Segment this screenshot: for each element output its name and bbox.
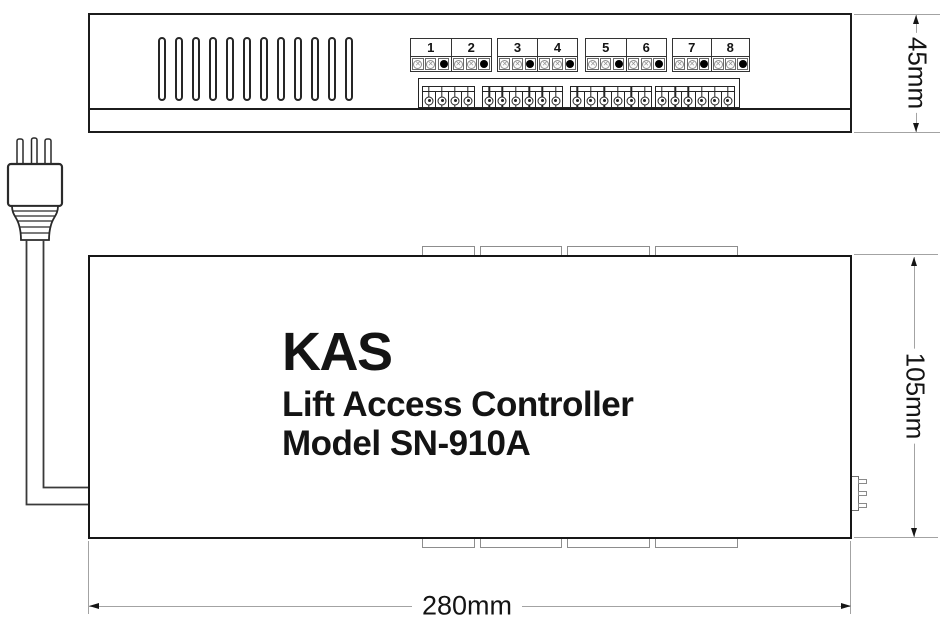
connector-pin-slot [536, 92, 549, 107]
connector-pin-slot [523, 92, 536, 107]
pin-screw-head [671, 96, 680, 105]
terminal-symbol-box [674, 58, 685, 70]
edge-tab [655, 538, 738, 548]
connector-pin-slot [612, 92, 626, 107]
edge-tab [567, 538, 650, 548]
screw-terminal-icon: ✕ [427, 60, 434, 68]
top-view-panel [88, 13, 852, 133]
connector-pin-slot [462, 92, 474, 107]
terminal-channel-number: 5 [586, 39, 626, 57]
connector-pin-slot [423, 92, 436, 107]
terminal-symbol-box [525, 58, 536, 70]
screw-terminal-icon: ✕ [676, 60, 683, 68]
led-indicator-icon [566, 60, 574, 68]
connector-pin-slot [510, 92, 523, 107]
side-connector [851, 476, 869, 512]
pin-screw-head [551, 96, 560, 105]
terminal-symbol-box [628, 58, 639, 70]
screw-terminal-icon: ✕ [501, 60, 508, 68]
pin-screw-head [485, 96, 494, 105]
vent-slot [192, 37, 200, 101]
arrow-left-icon [89, 603, 99, 609]
screw-terminal-icon: ✕ [554, 60, 561, 68]
connector-pin-row [571, 92, 651, 107]
terminal-symbol-box [412, 58, 423, 70]
terminal-symbol-box [613, 58, 624, 70]
arrow-up-icon [913, 15, 919, 24]
terminal-label-group [585, 38, 667, 72]
pin-screw-head [640, 96, 649, 105]
connector-pin-slot [669, 92, 682, 107]
led-indicator-icon [615, 60, 623, 68]
terminal-symbol-box [725, 58, 736, 70]
vent-slot [243, 37, 251, 101]
led-indicator-icon [526, 60, 534, 68]
vent-slot [260, 37, 268, 101]
terminal-channel-number: 3 [498, 39, 537, 57]
terminal-channel-cell [673, 39, 712, 71]
terminal-channel-cell [586, 39, 627, 71]
screw-terminal-icon: ✕ [643, 60, 650, 68]
pin-screw-head [438, 96, 447, 105]
terminal-symbol-row [627, 57, 667, 71]
screw-terminal-icon: ✕ [727, 60, 734, 68]
connector-pin-slot [449, 92, 462, 107]
terminal-symbol-box [641, 58, 652, 70]
dimension-label-105mm: 105mm [897, 349, 934, 444]
terminal-symbol-row [712, 57, 750, 71]
terminal-channel-number: 1 [411, 39, 451, 57]
terminal-symbol-row [586, 57, 626, 71]
pin-screw-head [573, 96, 582, 105]
screw-terminal-icon: ✕ [414, 60, 421, 68]
extension-line [854, 132, 940, 133]
edge-tab [422, 538, 475, 548]
connector-pin-slot [550, 92, 562, 107]
terminal-channel-number: 8 [712, 39, 750, 57]
pin-screw-head [538, 96, 547, 105]
arrow-up-icon [911, 257, 917, 266]
terminal-symbol-box [565, 58, 576, 70]
connector-pin-row [483, 92, 562, 107]
connector-pin-slot [496, 92, 509, 107]
terminal-channel-cell [627, 39, 667, 71]
side-connector-pin [858, 491, 867, 496]
connector-pin-slot [722, 92, 734, 107]
pin-screw-head [464, 96, 473, 105]
side-connector-pin [858, 479, 867, 484]
connector-pin-slot [682, 92, 695, 107]
arrow-down-icon [913, 123, 919, 132]
extension-line [854, 14, 940, 15]
terminal-symbol-row [673, 57, 711, 71]
dimension-label-45mm: 45mm [899, 33, 936, 113]
led-indicator-icon [700, 60, 708, 68]
terminal-symbol-box [552, 58, 563, 70]
arrow-down-icon [911, 528, 917, 537]
panel-lip-line [88, 108, 852, 110]
pin-screw-head [586, 96, 595, 105]
pin-screw-head [684, 96, 693, 105]
led-indicator-icon [739, 60, 747, 68]
terminal-symbol-row [498, 57, 537, 71]
connector-pin-slot [585, 92, 599, 107]
connector-pin-slot [436, 92, 449, 107]
connector-pin-row [656, 92, 734, 107]
plug-prong [45, 139, 51, 166]
arrow-right-icon [841, 603, 851, 609]
vent-slot [277, 37, 285, 101]
pin-screw-head [710, 96, 719, 105]
terminal-symbol-box [466, 58, 477, 70]
connector-pin-slot [571, 92, 585, 107]
terminal-symbol-row [411, 57, 451, 71]
terminal-symbol-box [587, 58, 598, 70]
device-label-block [282, 322, 634, 463]
model-text: Model SN-910A [282, 423, 531, 463]
terminal-symbol-box [438, 58, 449, 70]
terminal-channel-cell [538, 39, 577, 71]
led-indicator-icon [440, 60, 448, 68]
vent-slot [345, 37, 353, 101]
connector-pin-slot [483, 92, 496, 107]
terminal-symbol-box [425, 58, 436, 70]
led-indicator-icon [480, 60, 488, 68]
dimension-label-280mm: 280mm [412, 591, 522, 622]
pin-screw-head [425, 96, 434, 105]
screw-terminal-icon: ✕ [715, 60, 722, 68]
vent-slot [226, 37, 234, 101]
pin-screw-head [613, 96, 622, 105]
power-cable [27, 240, 89, 505]
terminal-channel-cell [712, 39, 750, 71]
pin-screw-head [525, 96, 534, 105]
pin-screw-head [723, 96, 732, 105]
product-text: Lift Access Controller [282, 385, 634, 424]
connector-block [570, 86, 652, 108]
connector-pin-slot [709, 92, 722, 107]
connector-pin-slot [625, 92, 639, 107]
terminal-symbol-box [737, 58, 747, 70]
terminal-symbol-box [687, 58, 698, 70]
vent-slot [158, 37, 166, 101]
led-indicator-icon [655, 60, 663, 68]
terminal-label-group [497, 38, 578, 72]
terminal-channel-number: 7 [673, 39, 711, 57]
terminal-channel-number: 4 [538, 39, 577, 57]
terminal-symbol-box [453, 58, 464, 70]
terminal-symbol-box [653, 58, 664, 70]
plug-prong [17, 139, 23, 166]
terminal-symbol-box [713, 58, 724, 70]
pin-screw-head [511, 96, 520, 105]
screw-terminal-icon: ✕ [689, 60, 695, 68]
terminal-channel-cell [452, 39, 492, 71]
terminal-channel-number: 6 [627, 39, 667, 57]
terminal-label-group [672, 38, 750, 72]
side-connector-pin [858, 503, 867, 508]
connector-pin-slot [656, 92, 669, 107]
screw-terminal-icon: ✕ [630, 60, 637, 68]
screw-terminal-icon: ✕ [602, 60, 609, 68]
terminal-symbol-row [452, 57, 492, 71]
pin-screw-head [451, 96, 460, 105]
pin-screw-head [697, 96, 706, 105]
terminal-channel-number: 2 [452, 39, 492, 57]
terminal-channel-cell [498, 39, 538, 71]
connector-block [482, 86, 563, 108]
screw-terminal-icon: ✕ [541, 60, 548, 68]
vent-slot [294, 37, 302, 101]
terminal-symbol-box [600, 58, 611, 70]
pin-screw-head [600, 96, 609, 105]
connector-block [655, 86, 735, 108]
power-plug-cable [0, 130, 95, 510]
terminal-label-group [410, 38, 492, 72]
edge-tabs-bottom [0, 538, 942, 548]
screw-terminal-icon: ✕ [455, 60, 462, 68]
plan-view-panel [88, 255, 852, 539]
pin-screw-head [498, 96, 507, 105]
screw-terminal-icon: ✕ [514, 60, 521, 68]
terminal-symbol-box [512, 58, 523, 70]
vent-slot [209, 37, 217, 101]
terminal-symbol-box [499, 58, 510, 70]
terminal-symbol-box [699, 58, 709, 70]
pin-screw-head [627, 96, 636, 105]
plug-body [8, 164, 62, 206]
connector-pin-row [423, 92, 474, 107]
edge-tab [480, 538, 562, 548]
terminal-symbol-row [538, 57, 577, 71]
terminal-symbol-box [478, 58, 489, 70]
screw-terminal-icon: ✕ [468, 60, 475, 68]
vent-slot [328, 37, 336, 101]
plug-prong [32, 138, 38, 166]
connector-pin-slot [696, 92, 709, 107]
pin-screw-head [658, 96, 667, 105]
connector-pin-slot [639, 92, 652, 107]
connector-pin-slot [598, 92, 612, 107]
terminal-symbol-box [539, 58, 550, 70]
screw-terminal-icon: ✕ [589, 60, 596, 68]
terminal-channel-cell [411, 39, 452, 71]
vent-slot [175, 37, 183, 101]
brand-text: KAS [282, 322, 392, 382]
vent-grille [158, 37, 353, 101]
vent-slot [311, 37, 319, 101]
connector-block [422, 86, 475, 108]
